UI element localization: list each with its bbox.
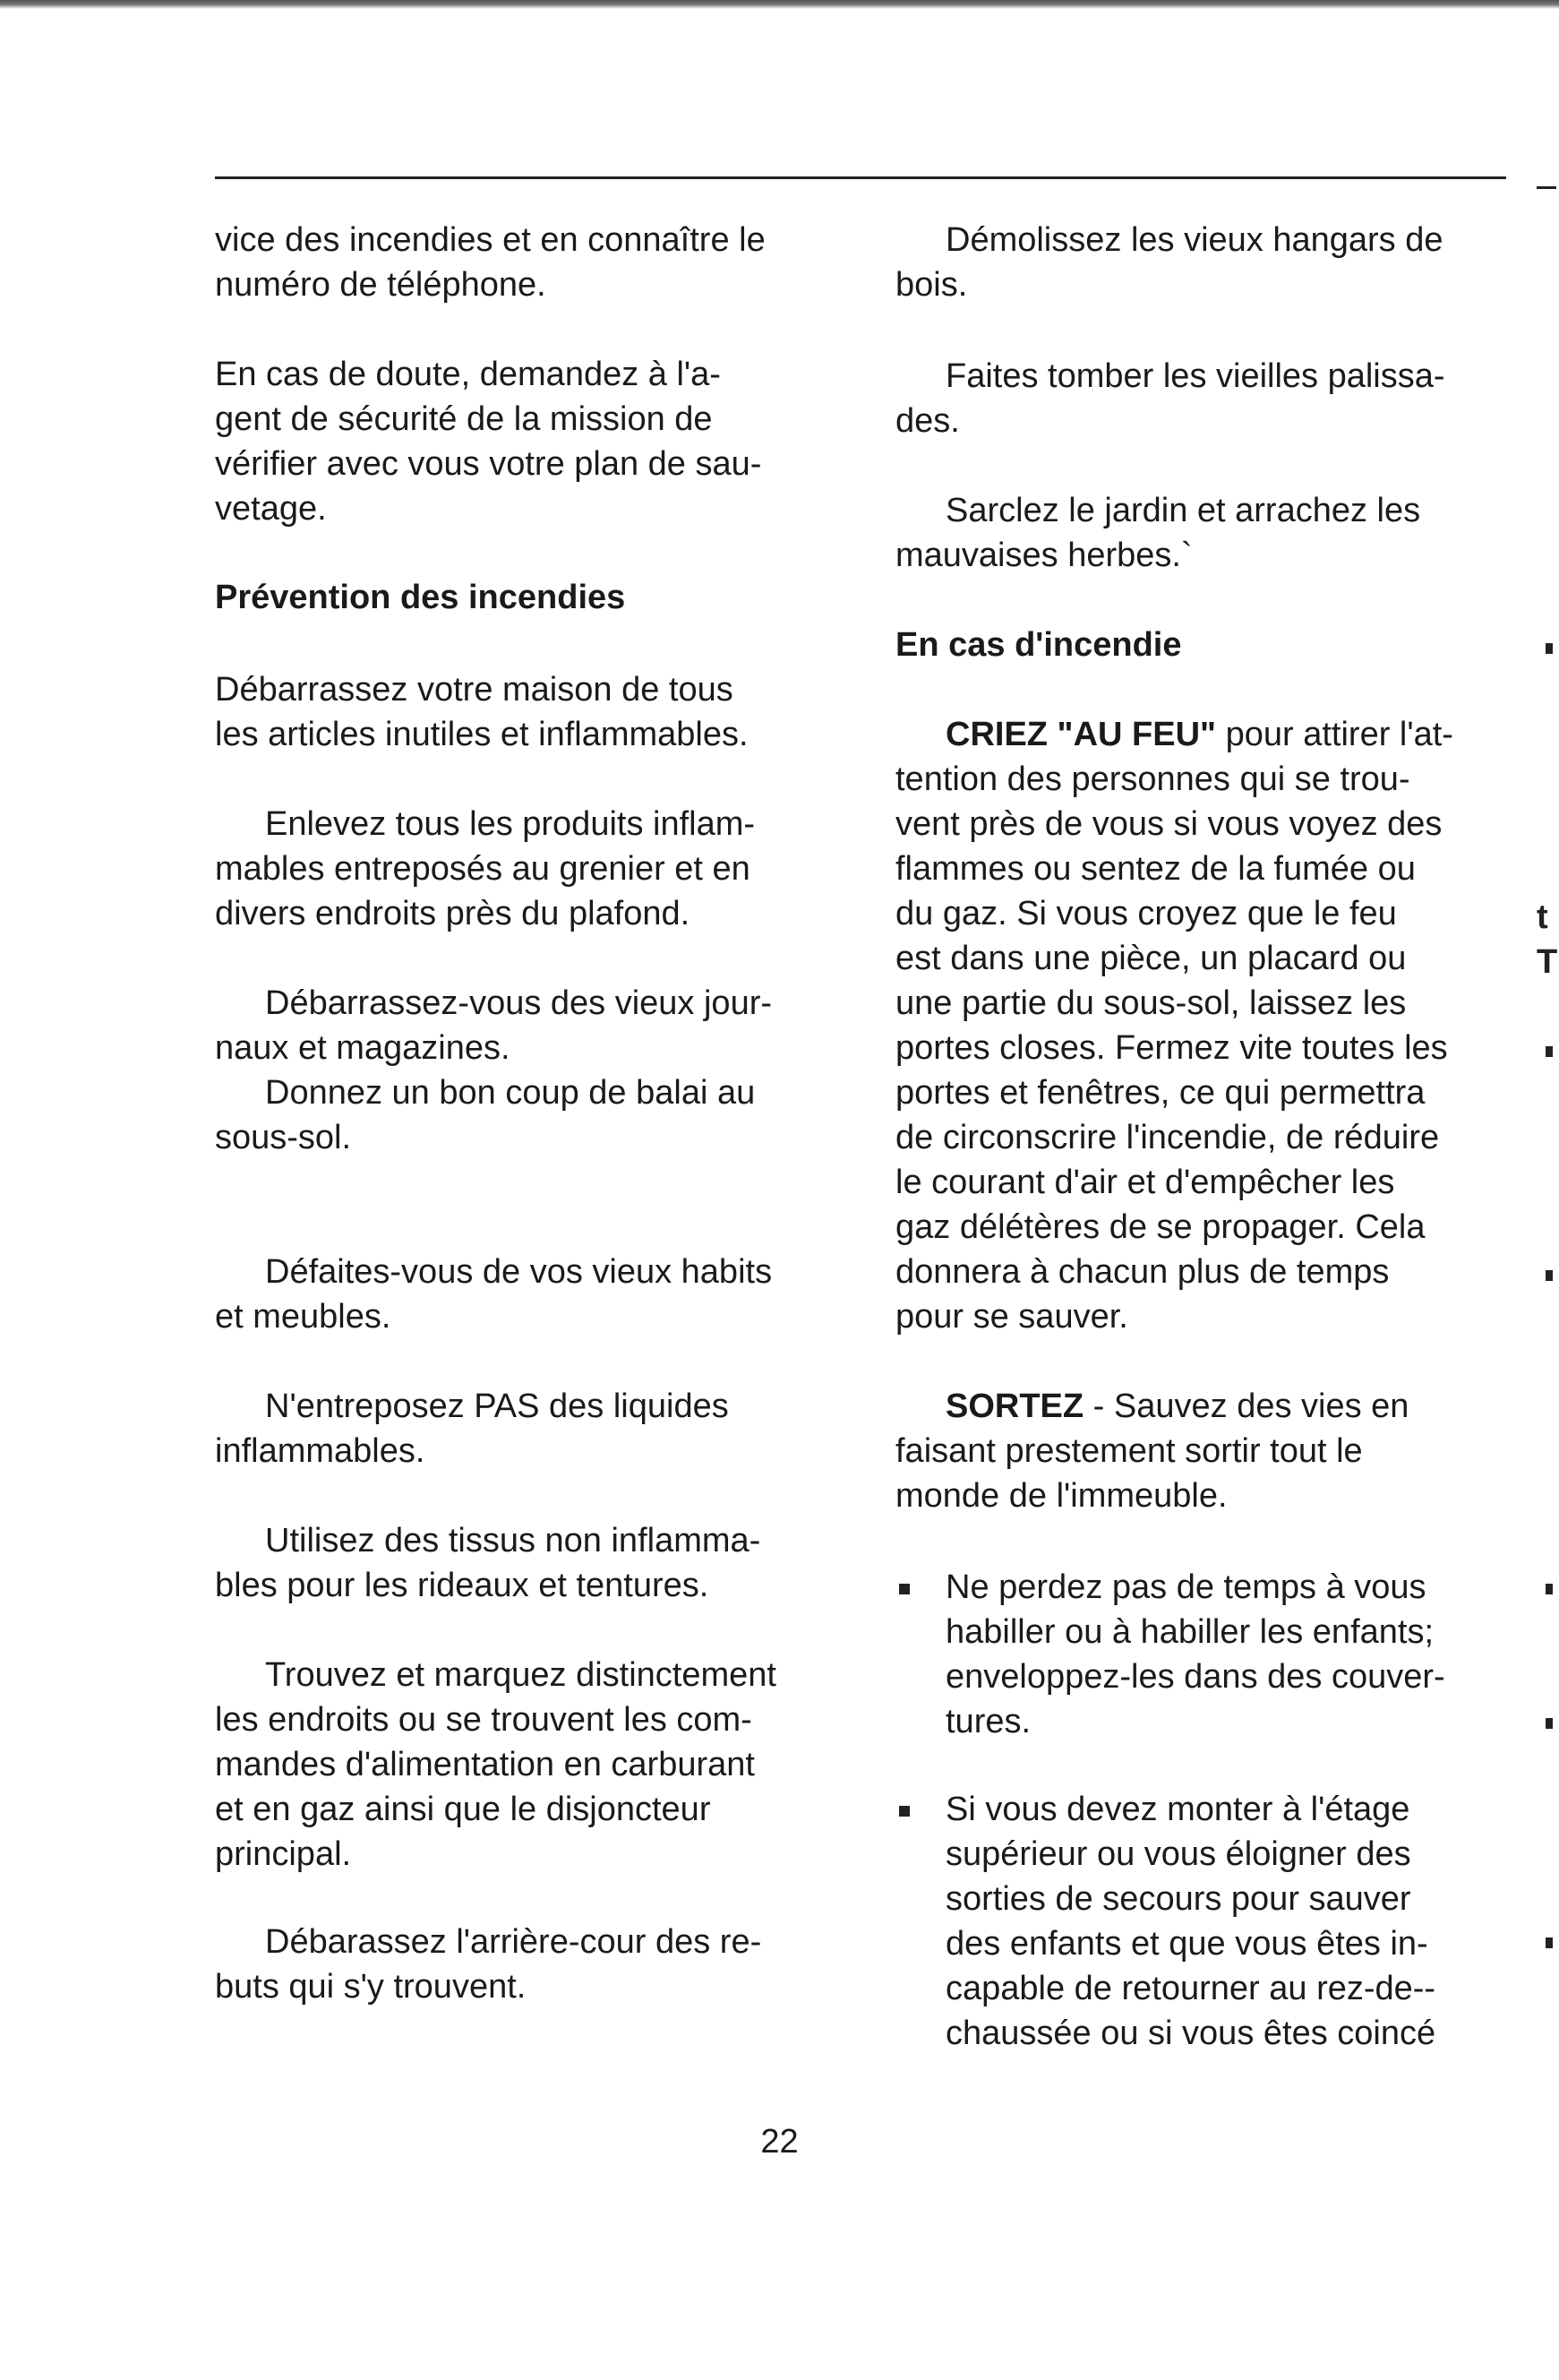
paragraph: [895, 1384, 1513, 1518]
paragraph: Défaites-vous de vos vieux habits et meubles.: [215, 1253, 773, 1336]
edge-bullet: [1546, 643, 1553, 654]
header-rule: [215, 176, 1506, 179]
list-item-text: Ne perdez pas de temps à vous habiller ou à habiller les enfants; enveloppez-les dans des couver- tures.: [946, 1568, 1445, 1740]
edge-bullet: [1546, 1046, 1553, 1057]
paragraph: En cas de doute, demandez à l'a- gent de sécurité de la mission de vérifier avec vous votre plan de sau- vetage.: [215, 356, 762, 528]
list-item-text: Si vous devez monter à l'étage supérieur ou vous éloigner des sorties de secours pour sauver des enfants et que vous êtes in- capable de retourner au rez-de-- chaussée ou si vous êtes coincé: [946, 1791, 1436, 2052]
paragraph: Enlevez tous les produits inflam- mables entreposés au grenier et en divers endroits près du plafond.: [215, 805, 756, 932]
paragraph-text: pour attirer l'at- tention des personnes qui se trou- vent près de vous si vous voyez des flammes ou sentez de la fumée ou du gaz. Si vous croyez que le feu est dans une pièce, un placard ou une partie du sous-sol, laissez les portes closes. Fermez vite toutes les portes et fenêtres, ce qui permettra de circonscrire l'incendie, de réduire le courant d'air et d'empêcher les gaz délétères de se propager. Cela donnera à chacun plus de temps pour se sauver.: [895, 716, 1453, 1336]
emphasis: SORTEZ: [946, 1388, 1084, 1425]
edge-bullet: [1546, 1938, 1553, 1948]
edge-letter: T: [1537, 943, 1558, 981]
scan-edge: [0, 0, 1559, 9]
edge-bullet: [1546, 1718, 1553, 1729]
edge-bullet: [1546, 1584, 1553, 1594]
paragraph: N'entreposez PAS des liquides inflammables.: [215, 1388, 729, 1470]
edge-bullet: [1546, 1270, 1553, 1281]
paragraph: [895, 712, 1513, 1339]
paragraph: Sarclez le jardin et arrachez les mauvaises herbes.`: [895, 492, 1421, 574]
paragraph: Démolissez les vieux hangars de bois.: [895, 221, 1443, 304]
paragraph-text: - Sauvez des vies en faisant prestement sortir tout le monde de l'immeuble.: [895, 1388, 1409, 1515]
paragraph: vice des incendies et en connaître le numéro de téléphone.: [215, 221, 766, 304]
edge-letter: t: [1537, 898, 1548, 936]
section-heading: Prévention des incendies: [215, 579, 626, 616]
bullet-icon: [899, 1584, 910, 1594]
paragraph: Trouvez et marquez distinctement les endroits ou se trouvent les com- mandes d'alimentation en carburant et en gaz ainsi que le disjoncteur principal.: [215, 1656, 776, 1873]
paragraph: Débarrassez-vous des vieux jour- naux et magazines.: [215, 984, 773, 1067]
section-heading: En cas d'incendie: [895, 626, 1182, 664]
paragraph: Faites tomber les vieilles palissa- des.: [895, 357, 1445, 440]
header-rule-mark: [1537, 186, 1556, 189]
page-number: 22: [760, 2123, 799, 2161]
paragraph: Débarrassez votre maison de tous les articles inutiles et inflammables.: [215, 671, 749, 753]
paragraph: Utilisez des tissus non inflamma- bles pour les rideaux et tentures.: [215, 1522, 761, 1604]
emphasis: CRIEZ "AU FEU": [946, 716, 1217, 753]
bullet-icon: [899, 1806, 910, 1817]
paragraph: Donnez un bon coup de balai au sous-sol.: [215, 1074, 756, 1156]
paragraph: Débarassez l'arrière-cour des re- buts qui s'y trouvent.: [215, 1923, 762, 2006]
